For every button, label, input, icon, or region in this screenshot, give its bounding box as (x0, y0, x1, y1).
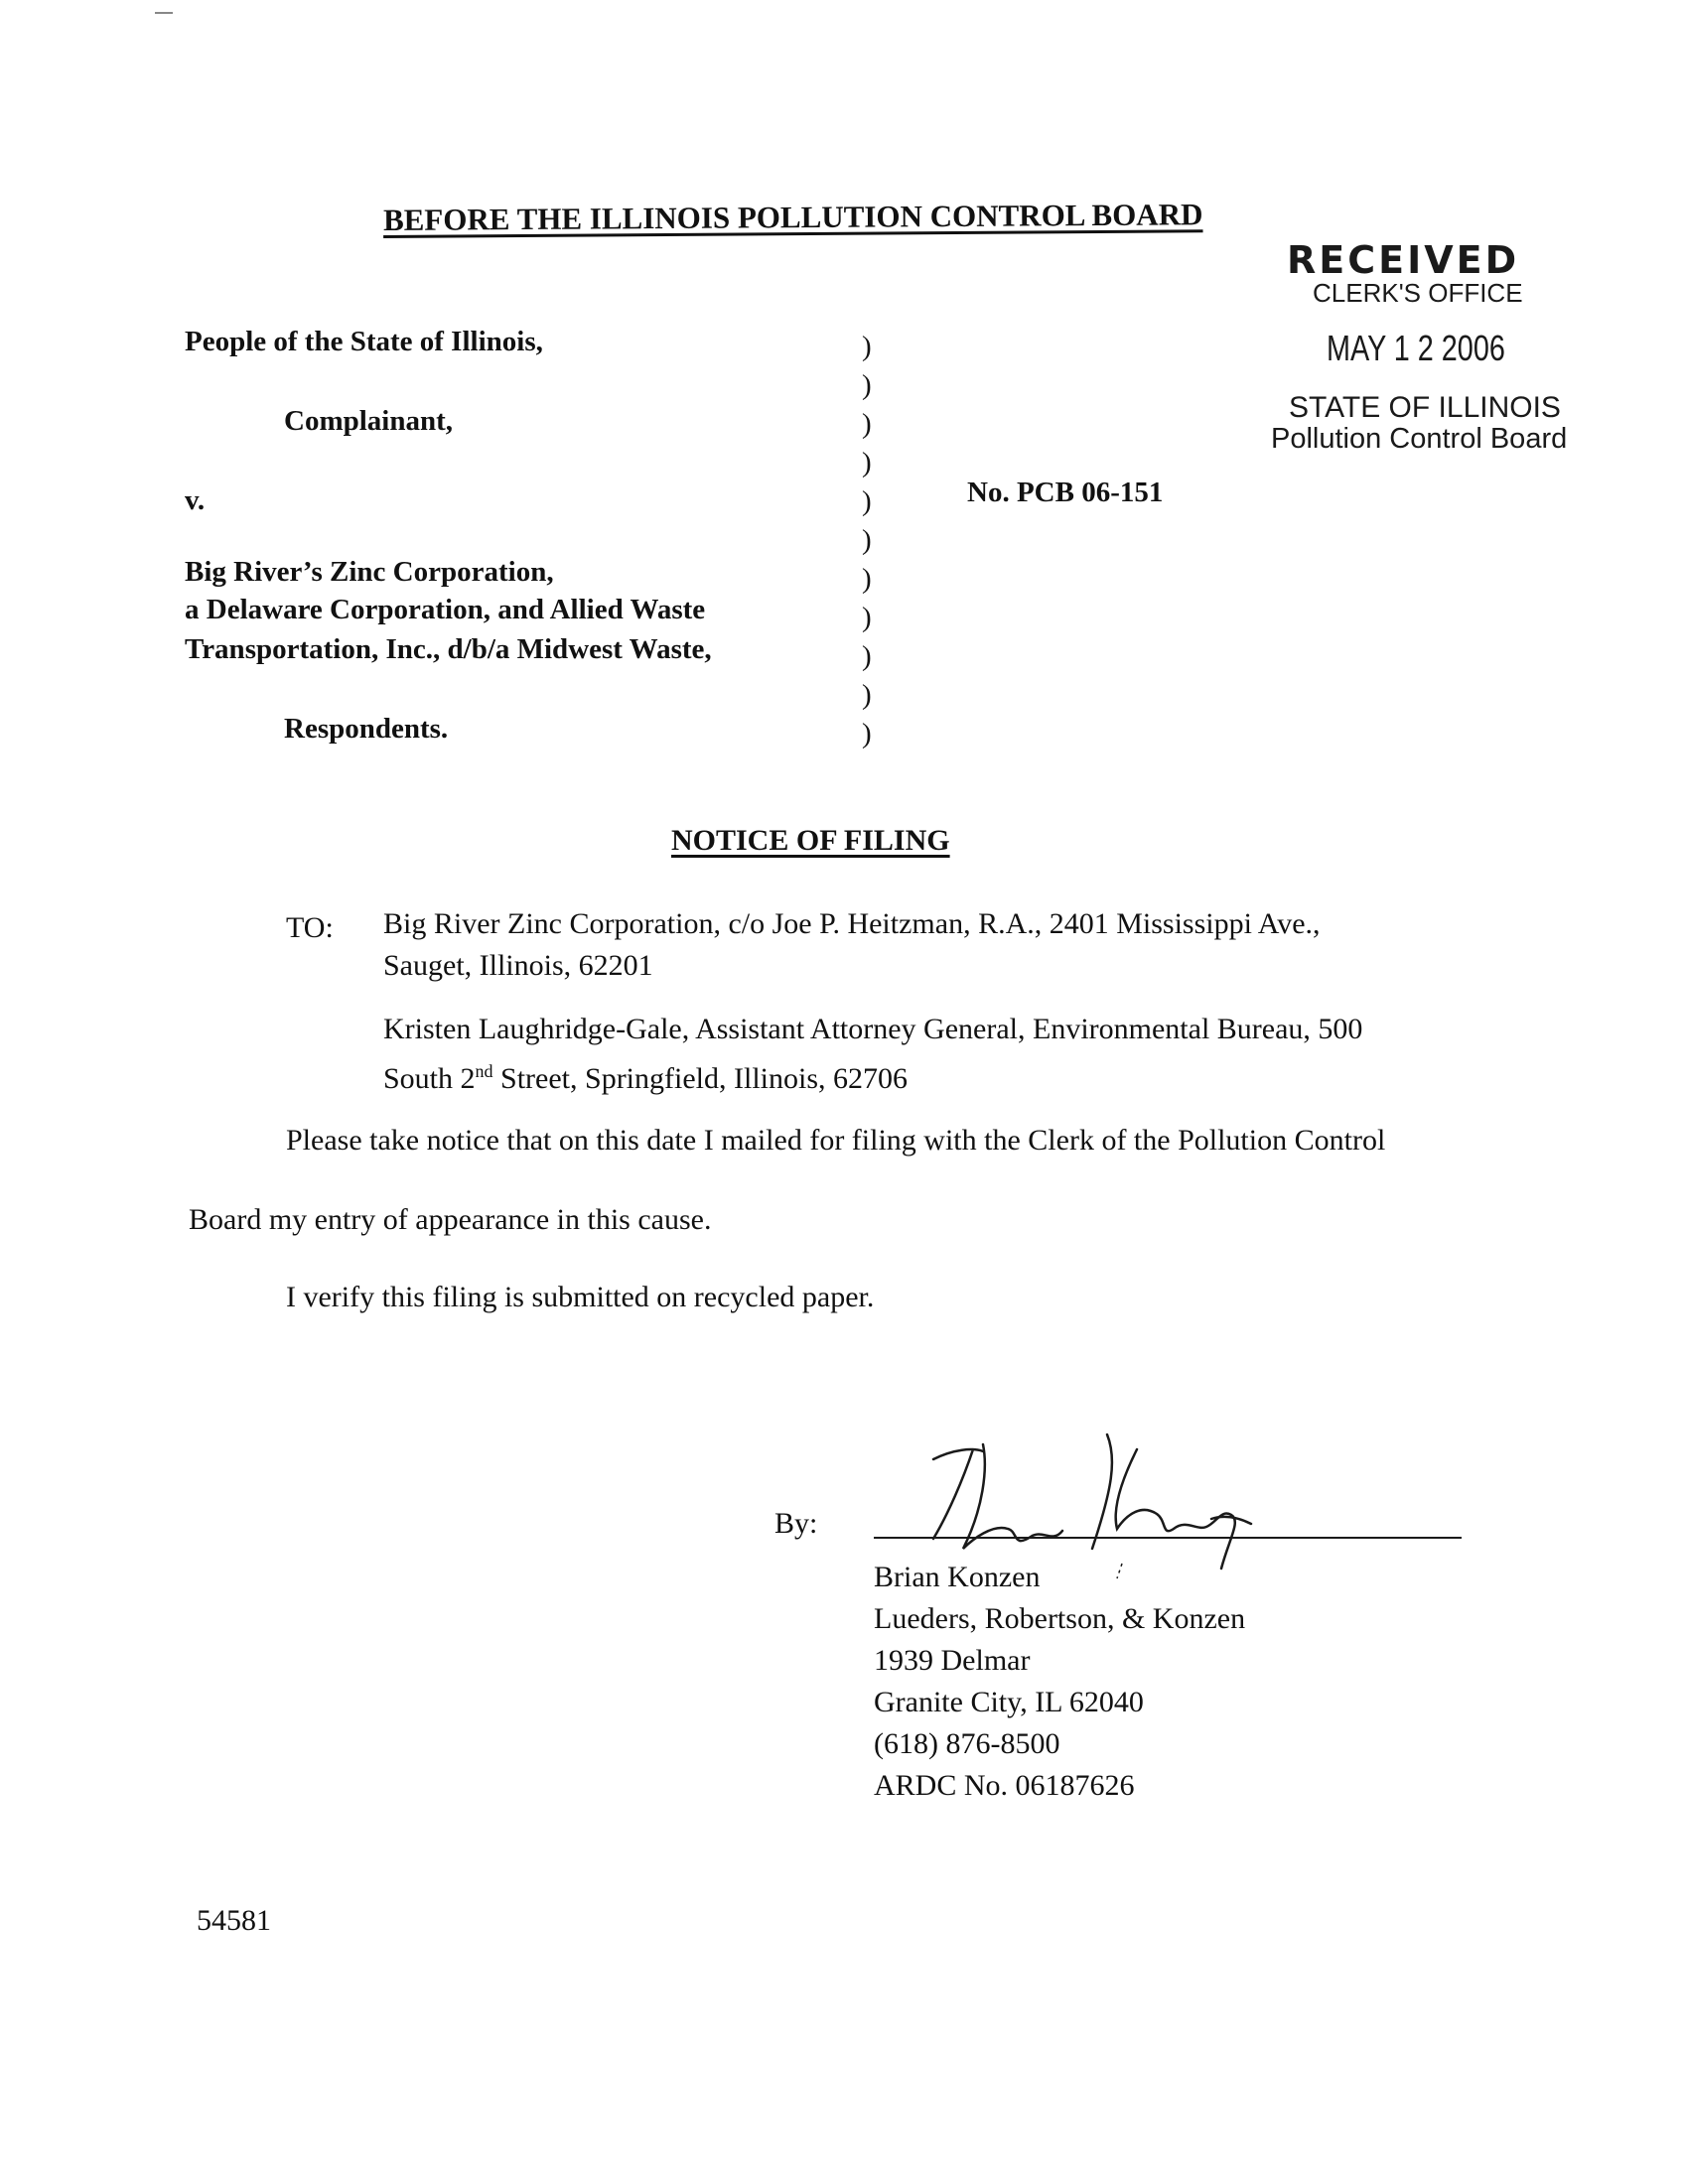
caption-parentheses (862, 328, 872, 753)
signer-street: 1939 Delmar (874, 1644, 1031, 1677)
signer-firm: Lueders, Robertson, & Konzen (874, 1602, 1246, 1635)
versus: v. (185, 484, 206, 516)
notice-heading: NOTICE OF FILING (671, 824, 950, 857)
paren: ) (862, 563, 872, 595)
stamp-office: CLERK'S OFFICE (1313, 278, 1523, 308)
paren: ) (862, 718, 872, 750)
respondent-line-3: Transportation, Inc., d/b/a Midwest Waste, (185, 633, 712, 665)
scan-mark (155, 12, 173, 14)
paren: ) (862, 408, 872, 440)
paren: ) (862, 679, 872, 711)
recipient-2-line-1: Kristen Laughridge-Gale, Assistant Attorney General, Environmental Bureau, 500 (383, 1013, 1363, 1045)
document-code: 54581 (197, 1904, 271, 1937)
recipient-1-line-2: Sauget, Illinois, 62201 (383, 949, 653, 982)
signer-ardc: ARDC No. 06187626 (874, 1769, 1135, 1802)
signer-name: Brian Konzen (874, 1561, 1041, 1593)
recipient-1 (383, 903, 1466, 987)
to-label: TO: (286, 911, 334, 944)
verify-statement: I verify this filing is submitted on recycled paper. (286, 1281, 875, 1313)
case-number: No. PCB 06-151 (967, 477, 1164, 508)
stamp-state: STATE OF ILLINOIS (1289, 391, 1561, 424)
recipient-2-line-2 (383, 1050, 1466, 1100)
recipient-2 (383, 1009, 1466, 1100)
recipient-2-street-pre: South 2 (383, 1062, 476, 1095)
recipient-2-street-post: Street, Springfield, Illinois, 62706 (492, 1062, 908, 1095)
respondent-line-2: a Delaware Corporation, and Allied Waste (185, 594, 706, 625)
paren: ) (862, 485, 872, 517)
stamp-received: RECEIVED (1287, 238, 1520, 282)
paren: ) (862, 369, 872, 401)
notice-paragraph-line-1: Please take notice that on this date I mailed for filing with the Clerk of the Pollution Control (286, 1124, 1386, 1157)
paren: ) (862, 602, 872, 633)
recipient-1-line-1: Big River Zinc Corporation, c/o Joe P. Heitzman, R.A., 2401 Mississippi Ave., (383, 907, 1321, 940)
notice-paragraph-line-2: Board my entry of appearance in this cause. (189, 1203, 712, 1236)
plaintiff: People of the State of Illinois, (185, 326, 543, 357)
signature-line (874, 1537, 1462, 1539)
paren: ) (862, 640, 872, 672)
respondent-line-1: Big River’s Zinc Corporation, (185, 556, 554, 588)
stamp-date: MAY 1 2 2006 (1327, 328, 1505, 368)
plaintiff-role: Complainant, (284, 405, 454, 437)
signer-city: Granite City, IL 62040 (874, 1686, 1144, 1718)
document-title: BEFORE THE ILLINOIS POLLUTION CONTROL BOARD (382, 197, 1203, 237)
recipient-2-street-sup: nd (475, 1061, 493, 1081)
paren: ) (862, 447, 872, 478)
paren: ) (862, 331, 872, 362)
stamp-board: Pollution Control Board (1271, 423, 1568, 455)
signature-block (874, 1557, 1245, 1807)
signer-phone: (618) 876-8500 (874, 1727, 1060, 1760)
paren: ) (862, 524, 872, 556)
by-label: By: (774, 1507, 818, 1540)
respondent-role: Respondents. (284, 713, 449, 745)
